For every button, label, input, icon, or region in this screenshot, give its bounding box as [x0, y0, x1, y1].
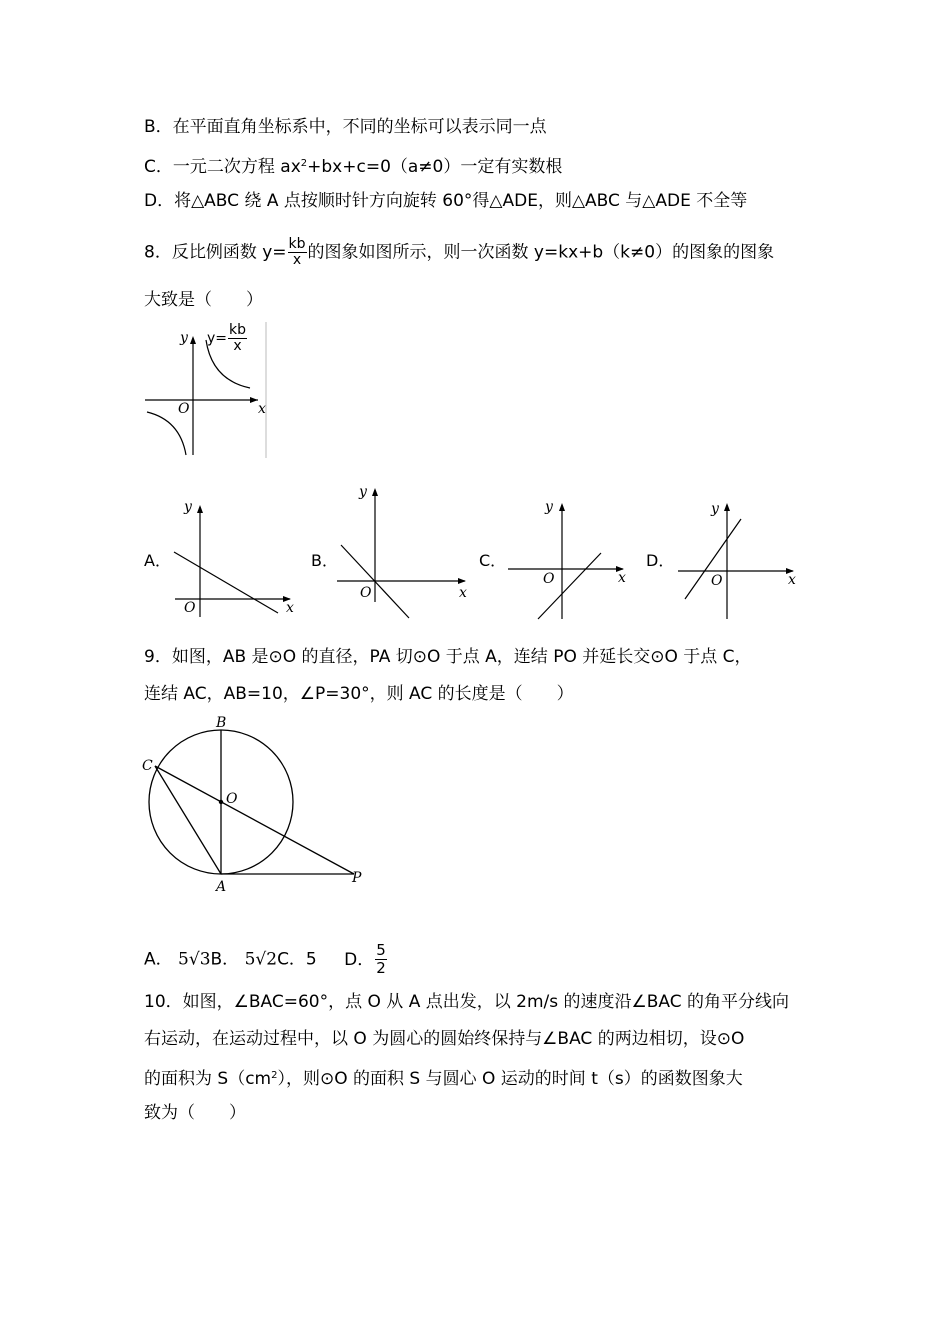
q8-stem-pre: 8．反比例函数 y= [144, 242, 287, 263]
q8-stem-line2: 大致是（ ） [144, 290, 263, 310]
point-b-label: B [216, 715, 227, 731]
q9-circle-figure [138, 712, 378, 897]
q8-option-c-label: C． [479, 551, 507, 570]
point-c-label: C [142, 758, 153, 774]
q8-fraction-num: kb [288, 236, 306, 252]
q9-option-a-value: 5√3 [178, 949, 211, 970]
graph-x-label: x [258, 401, 266, 417]
q10-line3-sup: 2 [271, 1070, 278, 1081]
q9-option-a-label: A． [144, 949, 173, 970]
graph-func-fraction [228, 323, 247, 354]
point-a-label: A [216, 879, 227, 895]
hyperbola-branch-lower [147, 412, 186, 455]
q8-stem-post: 的图象如图所示，则一次函数 y=kx+b（k≠0）的图象的图象 [307, 242, 775, 263]
x-label: x [286, 600, 294, 616]
q10-line3-post: ），则⊙O 的面积 S 与圆心 O 运动的时间 t（s）的函数图象大 [277, 1069, 743, 1089]
q9-option-b-label: B． [210, 949, 240, 970]
q10-stem-line3 [144, 1064, 743, 1091]
y-axis-arrow [190, 336, 196, 344]
q10-stem-line1: 10．如图，∠BAC=60°，点 O 从 A 点出发，以 2m/s 的速度沿∠BAC 的角平分线向 [144, 992, 790, 1012]
graph-origin-label: O [178, 401, 190, 417]
q8-option-b-graph [335, 480, 470, 605]
q8-option-c-graph [505, 495, 630, 620]
q8-graph-function-label [207, 323, 248, 354]
y-axis-arrow [724, 503, 730, 511]
y-label: y [184, 499, 192, 515]
x-label: x [618, 570, 626, 586]
q7-option-c-post: +bx+c=0（a≠0）一定有实数根 [307, 157, 563, 177]
y-axis-arrow [372, 488, 378, 496]
q9-option-c: C．5 [277, 949, 317, 970]
q9-option-d-label: D． [344, 949, 375, 970]
x-label: x [459, 585, 467, 601]
point-p-label: P [352, 870, 362, 886]
point-o-label: O [226, 791, 238, 807]
origin-label: O [360, 585, 372, 601]
q8-option-d-graph [675, 495, 800, 620]
q9-option-d-num: 5 [376, 941, 386, 959]
q7-option-c-pre: C．一元二次方程 ax [144, 157, 301, 177]
q7-option-c-sup: 2 [300, 158, 308, 169]
q8-option-a-graph [170, 495, 300, 620]
origin-label: O [711, 573, 723, 589]
center-point [219, 800, 223, 804]
q9-option-b-value: 5√2 [244, 949, 278, 970]
q8-stem [144, 237, 774, 268]
q8-option-a-label: A． [144, 551, 171, 570]
q8-fraction [288, 237, 307, 268]
q8-option-d-label: D． [646, 551, 675, 570]
y-label: y [545, 499, 553, 515]
q10-stem-line4: 致为（ ） [144, 1103, 246, 1123]
y-axis-arrow [559, 503, 565, 511]
x-label: x [788, 572, 796, 588]
x-axis-arrow [458, 578, 466, 584]
line-pc [155, 766, 354, 874]
y-label: y [711, 501, 719, 517]
graph-func-pre: y= [207, 330, 228, 347]
q9-options [144, 942, 388, 977]
q9-stem-line2: 连结 AC，AB=10，∠P=30°，则 AC 的长度是（ ） [144, 684, 574, 704]
graph-func-num: kb [229, 322, 247, 338]
q7-option-c [144, 152, 562, 179]
q10-stem-line2: 右运动，在运动过程中，以 O 为圆心的圆始终保持与∠BAC 的两边相切，设⊙O [144, 1029, 745, 1049]
y-label: y [359, 484, 367, 500]
segment-ac [155, 766, 221, 874]
q7-option-d: D．将△ABC 绕 A 点按顺时针方向旋转 60°得△ADE，则△ABC 与△ADE 不全等 [144, 191, 748, 211]
q8-option-b-label: B． [311, 551, 338, 570]
origin-label: O [543, 571, 555, 587]
q8-hyperbola-figure [140, 320, 270, 460]
q9-option-d-fraction [375, 942, 387, 977]
q9-option-d-den: 2 [376, 959, 386, 977]
origin-label: O [184, 600, 196, 616]
y-axis-arrow [197, 505, 203, 513]
x-axis-arrow [250, 397, 258, 403]
graph-y-label: y [180, 330, 188, 346]
q10-line3-pre: 的面积为 S（cm [144, 1069, 272, 1089]
q8-fraction-den: x [292, 252, 302, 268]
graph-func-den: x [233, 338, 242, 354]
q7-option-b: B．在平面直角坐标系中，不同的坐标可以表示同一点 [144, 117, 547, 137]
q9-stem-line1: 9．如图，AB 是⊙O 的直径，PA 切⊙O 于点 A，连结 PO 并延长交⊙O 于点 C， [144, 647, 752, 667]
